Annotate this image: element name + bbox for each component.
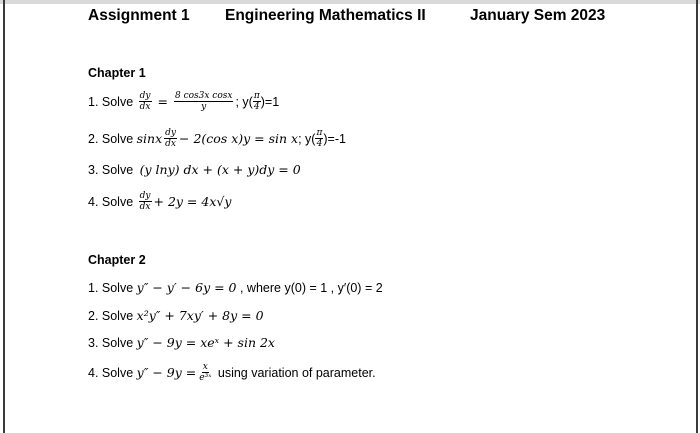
ch1-q4-d-num: dy <box>139 191 151 201</box>
ch1-q1-lhs-num: dy <box>139 91 151 101</box>
ch1-q1-cond-num: π <box>253 91 260 101</box>
ch1-q1-rhs <box>174 91 233 112</box>
assignment-title: Assignment 1 <box>88 7 190 24</box>
chapter-2-heading: Chapter 2 <box>88 253 146 267</box>
ch1-q2-cond-suffix: )=-1 <box>323 131 346 146</box>
right-border <box>696 0 698 433</box>
ch1-question-2 <box>88 128 346 149</box>
ch2-q2-prefix: 2. Solve <box>88 308 137 323</box>
ch1-q2-d-den: dx <box>165 139 176 149</box>
ch2-q2-equation: x²y″ + 7xy′ + 8y = 0 <box>136 308 264 323</box>
ch1-q1-rhs-num: 8 cos3x cosx <box>174 91 233 101</box>
ch1-question-4 <box>88 191 231 212</box>
ch1-q1-derivative <box>139 91 152 112</box>
ch2-q4-frac-num: x <box>202 362 208 372</box>
ch1-question-1 <box>88 91 279 112</box>
ch2-question-2 <box>88 308 264 323</box>
ch2-q4-frac-den: e³ˣ <box>199 373 212 383</box>
ch2-question-4 <box>88 362 376 383</box>
ch2-question-1 <box>88 280 383 295</box>
course-title: Engineering Mathematics II <box>225 7 426 24</box>
ch2-q3-prefix: 3. Solve <box>88 335 137 350</box>
semester-title: January Sem 2023 <box>470 7 606 24</box>
ch1-q2-prefix: 2. Solve <box>88 131 137 146</box>
top-strip <box>0 0 700 4</box>
ch1-q1-rhs-den: y <box>201 102 207 112</box>
ch1-question-3 <box>88 162 301 177</box>
ch2-q1-equation: y″ − y′ − 6y = 0 <box>136 280 237 295</box>
chapter-1-heading: Chapter 1 <box>88 66 146 80</box>
ch1-q3-equation: (y lny) dx + (x + y)dy = 0 <box>139 162 301 177</box>
ch1-q1-lhs-den: dx <box>139 102 151 112</box>
ch1-q1-cond-frac <box>253 91 261 112</box>
ch1-q4-rest: + 2y = 4x√y <box>153 194 232 209</box>
ch2-q4-suffix: using variation of parameter. <box>214 365 376 380</box>
ch1-q1-cond-den: 4 <box>253 102 260 112</box>
ch1-q2-cond-frac <box>315 128 323 149</box>
ch1-q4-prefix: 4. Solve <box>88 194 137 209</box>
ch1-q1-equals: = <box>157 94 168 109</box>
ch2-q4-prefix: 4. Solve <box>88 365 137 380</box>
ch1-q2-cond-prefix: ; y( <box>298 131 316 146</box>
ch1-q2-d-num: dy <box>165 128 177 138</box>
ch1-q2-cond-den: 4 <box>316 139 323 149</box>
ch2-q4-lhs: y″ − 9y = <box>136 365 197 380</box>
ch2-q1-conditions: , where y(0) = 1 , y′(0) = 2 <box>236 280 383 295</box>
ch2-q4-fraction <box>198 362 212 383</box>
ch1-q4-derivative <box>139 191 152 212</box>
ch1-q2-cond-num: π <box>316 128 323 138</box>
ch1-q1-prefix: 1. Solve <box>88 94 137 109</box>
ch1-q3-prefix: 3. Solve <box>88 162 137 177</box>
ch1-q1-cond-suffix: )=1 <box>260 94 280 109</box>
ch1-q1-cond-prefix: ; y( <box>235 94 253 109</box>
ch1-q2-derivative <box>164 128 177 149</box>
ch1-q2-sinx: sinx <box>136 131 163 146</box>
ch2-question-3 <box>88 335 275 350</box>
ch2-q3-equation: y″ − 9y = xeˣ + sin 2x <box>136 335 275 350</box>
ch1-q2-middle: − 2(cos x)y = sin x <box>179 131 299 146</box>
ch1-q4-d-den: dx <box>139 202 151 212</box>
ch2-q1-prefix: 1. Solve <box>88 280 137 295</box>
left-border <box>3 0 5 433</box>
